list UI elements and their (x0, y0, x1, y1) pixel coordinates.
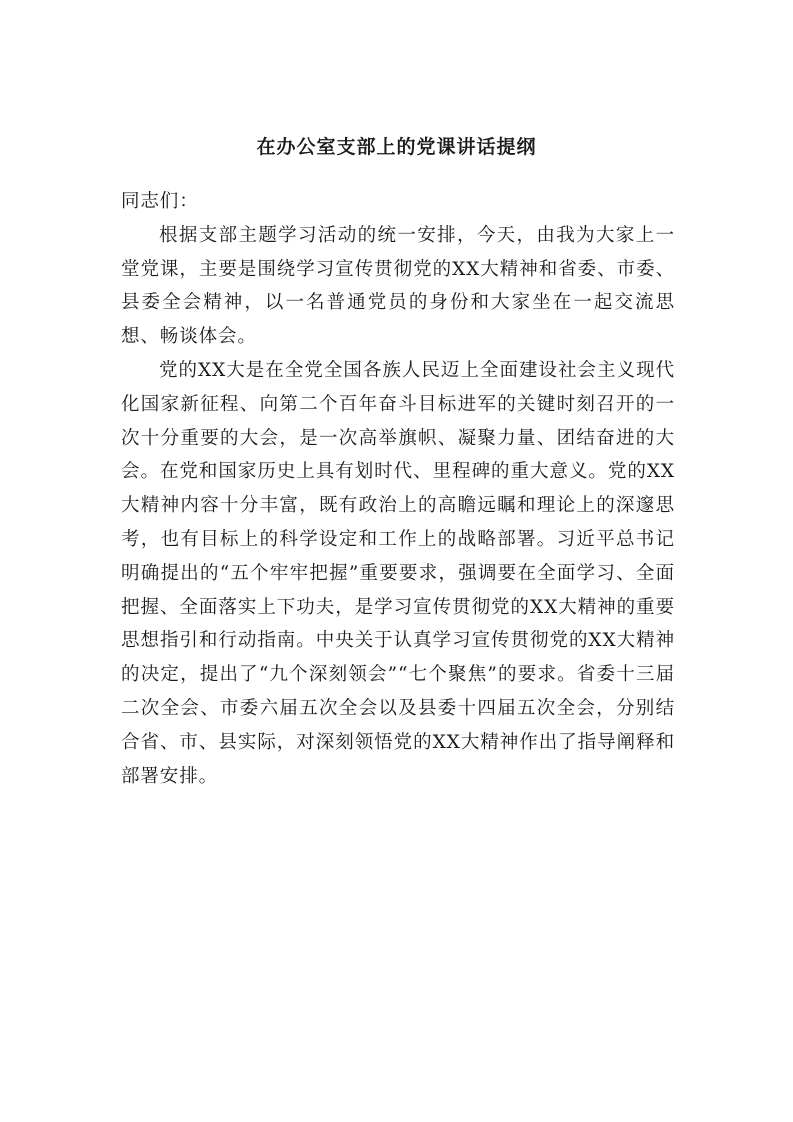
paragraph-congress-significance: 党的XX大是在全党全国各族人民迈上全面建设社会主义现代化国家新征程、向第二个百年奋斗目标进军的关键时刻召开的一次十分重要的大会，是一次高举旗帜、凝聚力量、团结奋进的大会。在党和国家历史上具有划时代、里程碑的重大意义。党的XX大精神内容十分丰富，既有政治上的高瞻远瞩和理论上的深邃思考，也有目标上的科学设定和工作上的战略部署。习近平总书记明确提出的“五个牢牢把握”重要要求，强调要在全面学习、全面把握、全面落实上下功夫，是学习宣传贯彻党的XX大精神的重要思想指引和行动指南。中央关于认真学习宣传贯彻党的XX大精神的决定，提出了“九个深刻领会”“七个聚焦”的要求。省委十三届二次全会、市委六届五次全会以及县委十四届五次全会，分别结合省、市、县实际，对深刻领悟党的XX大精神作出了指导阐释和部署安排。 (121, 359, 675, 787)
paragraph-intro: 根据支部主题学习活动的统一安排，今天，由我为大家上一堂党课，主要是围绕学习宣传贯彻党的XX大精神和省委、市委、县委全会精神，以一名普通党员的身份和大家坐在一起交流思想、畅谈体会。 (121, 224, 675, 348)
salutation: 同志们： (121, 191, 199, 212)
document-body (121, 185, 675, 793)
document-title: 在办公室支部上的党课讲话提纲 (256, 136, 537, 158)
